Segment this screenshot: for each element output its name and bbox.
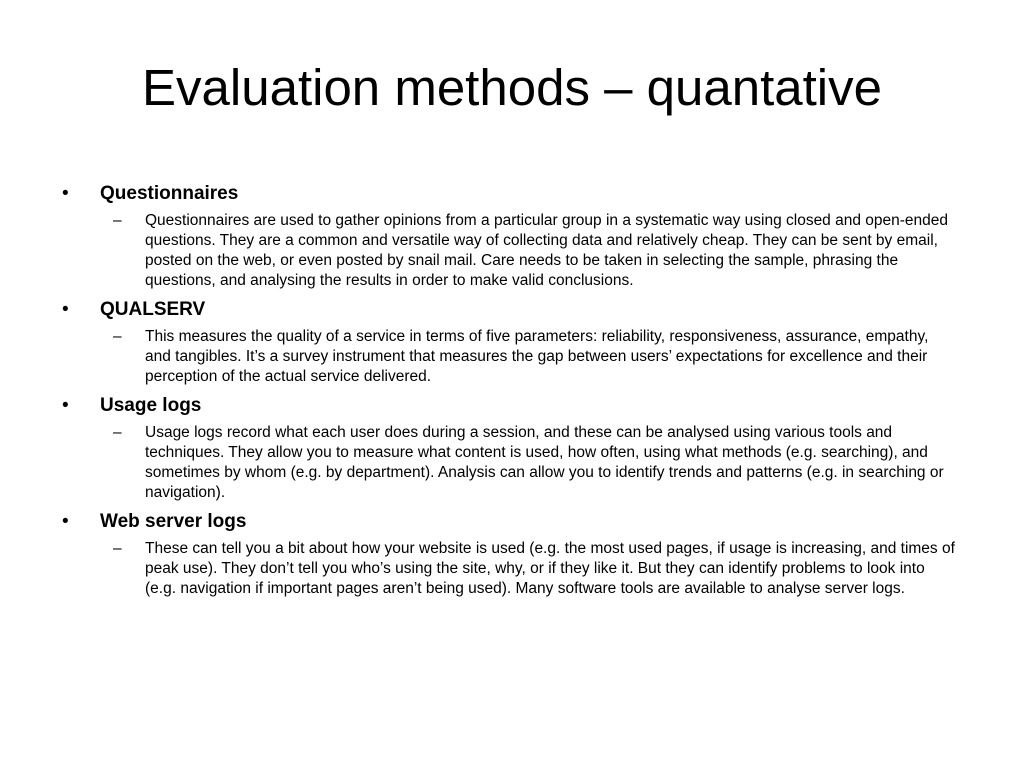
- bullet-list: [58, 181, 958, 605]
- sub-bullet-text: This measures the quality of a service in terms of five parameters: reliability, responsiveness, assurance, empathy, and tangibles. It’s a survey instrument that measures the gap between users’ expectations for excellence and their perception of the actual service delivered.: [145, 328, 929, 385]
- bullet-heading: QUALSERV: [100, 299, 206, 320]
- bullet-marker: •: [62, 299, 69, 320]
- bullet-item-usage-logs: [58, 393, 958, 503]
- bullet-heading: Usage logs: [100, 395, 202, 416]
- bullet-item-questionnaires: [58, 181, 958, 291]
- bullet-marker: •: [62, 183, 69, 204]
- sub-bullet: [100, 423, 958, 503]
- sub-bullet-marker: –: [113, 212, 122, 229]
- bullet-heading: Questionnaires: [100, 183, 239, 204]
- sub-bullet-marker: –: [113, 424, 122, 441]
- bullet-marker: •: [62, 395, 69, 416]
- bullet-item-qualserv: [58, 297, 958, 387]
- sub-bullet-text: Usage logs record what each user does during a session, and these can be analysed using various tools and techniques. They allow you to measure what content is used, how often, using what methods (e.g. searching), and sometimes by whom (e.g. by department). Analysis can allow you to identify trends and patterns (e.g. in searching or navigation).: [145, 424, 944, 501]
- bullet-heading: Web server logs: [100, 511, 247, 532]
- sub-bullet: [100, 211, 958, 291]
- sub-bullet: [100, 539, 958, 599]
- sub-bullet: [100, 327, 958, 387]
- slide-title: Evaluation methods – quantative: [142, 59, 882, 116]
- sub-bullet-text: These can tell you a bit about how your website is used (e.g. the most used pages, if usage is increasing, and times of peak use). They don’t tell you who’s using the site, why, or if they like it. But they can identify problems to look into (e.g. navigation if important pages aren’t being used). Many software tools are available to analyse server logs.: [145, 540, 955, 597]
- sub-bullet-marker: –: [113, 328, 122, 345]
- sub-bullet-marker: –: [113, 540, 122, 557]
- bullet-item-web-server-logs: [58, 509, 958, 599]
- sub-bullet-text: Questionnaires are used to gather opinions from a particular group in a systematic way using closed and open-ended questions. They are a common and versatile way of collecting data and relatively cheap. They can be sent by email, posted on the web, or even posted by snail mail. Care needs to be taken in selecting the sample, phrasing the questions, and analysing the results in order to make valid conclusions.: [145, 212, 949, 289]
- bullet-marker: •: [62, 511, 69, 532]
